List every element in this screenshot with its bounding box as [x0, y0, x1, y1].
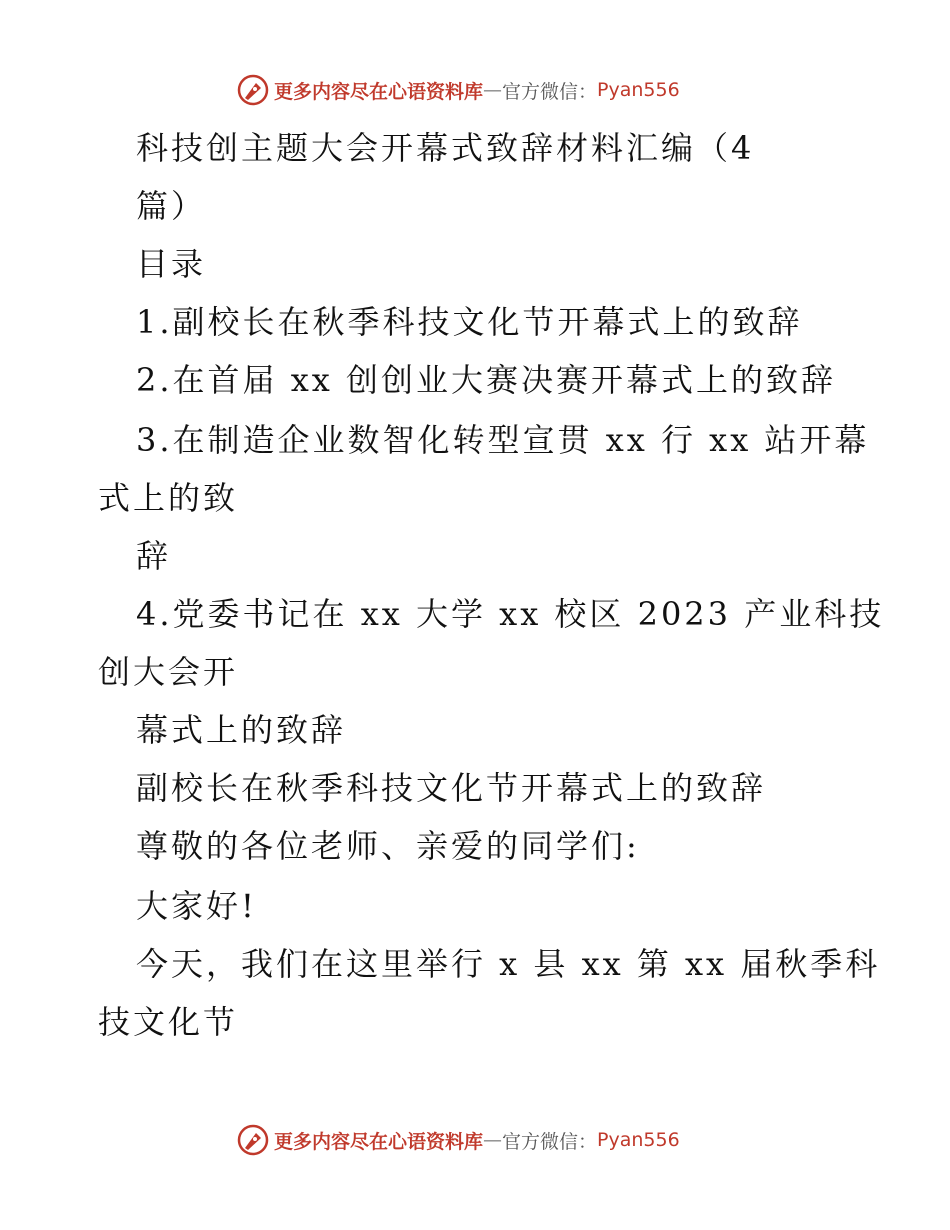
pen-nib-icon	[236, 73, 270, 107]
watermark-dash: —	[483, 79, 503, 101]
pen-nib-icon	[236, 1123, 270, 1157]
watermark-dash: —	[483, 1129, 503, 1151]
paragraph-1-line-1: 今天，我们在这里举行 x 县 xx 第 xx 届秋季科	[136, 945, 881, 983]
toc-heading: 目录	[136, 245, 207, 283]
section-title: 副校长在秋季科技文化节开幕式上的致辞	[136, 769, 767, 807]
footer-watermark	[236, 1123, 680, 1157]
watermark-brand: 更多内容尽在心语资料库	[274, 80, 484, 103]
watermark-official-label: 官方微信：	[502, 80, 598, 103]
toc-item-4-line-1: 4.党委书记在 xx 大学 xx 校区 2023 产业科技	[136, 595, 885, 633]
toc-item-3-line-2: 式上的致	[98, 479, 239, 517]
toc-item-1: 1.副校长在秋季科技文化节开幕式上的致辞	[136, 303, 803, 341]
toc-item-3-line-1: 3.在制造企业数智化转型宣贯 xx 行 xx 站开幕	[136, 421, 870, 459]
watermark-brand: 更多内容尽在心语资料库	[274, 1130, 484, 1153]
doc-title-line-1: 科技创主题大会开幕式致辞材料汇编（4	[136, 129, 755, 167]
greeting: 大家好!	[136, 887, 257, 925]
toc-item-2: 2.在首届 xx 创创业大赛决赛开幕式上的致辞	[136, 361, 836, 399]
watermark-wechat-id: Pyan556	[597, 1129, 680, 1151]
watermark-official-label: 官方微信：	[502, 1130, 598, 1153]
paragraph-1-line-2: 技文化节	[98, 1003, 239, 1041]
toc-item-3-line-3: 辞	[136, 537, 172, 575]
toc-item-4-line-3: 幕式上的致辞	[136, 711, 347, 749]
doc-title-line-2: 篇）	[136, 187, 207, 225]
toc-item-4-line-2: 创大会开	[98, 653, 239, 691]
header-watermark	[236, 73, 680, 107]
watermark-wechat-id: Pyan556	[597, 79, 680, 101]
salutation: 尊敬的各位老师、亲爱的同学们:	[136, 827, 640, 865]
